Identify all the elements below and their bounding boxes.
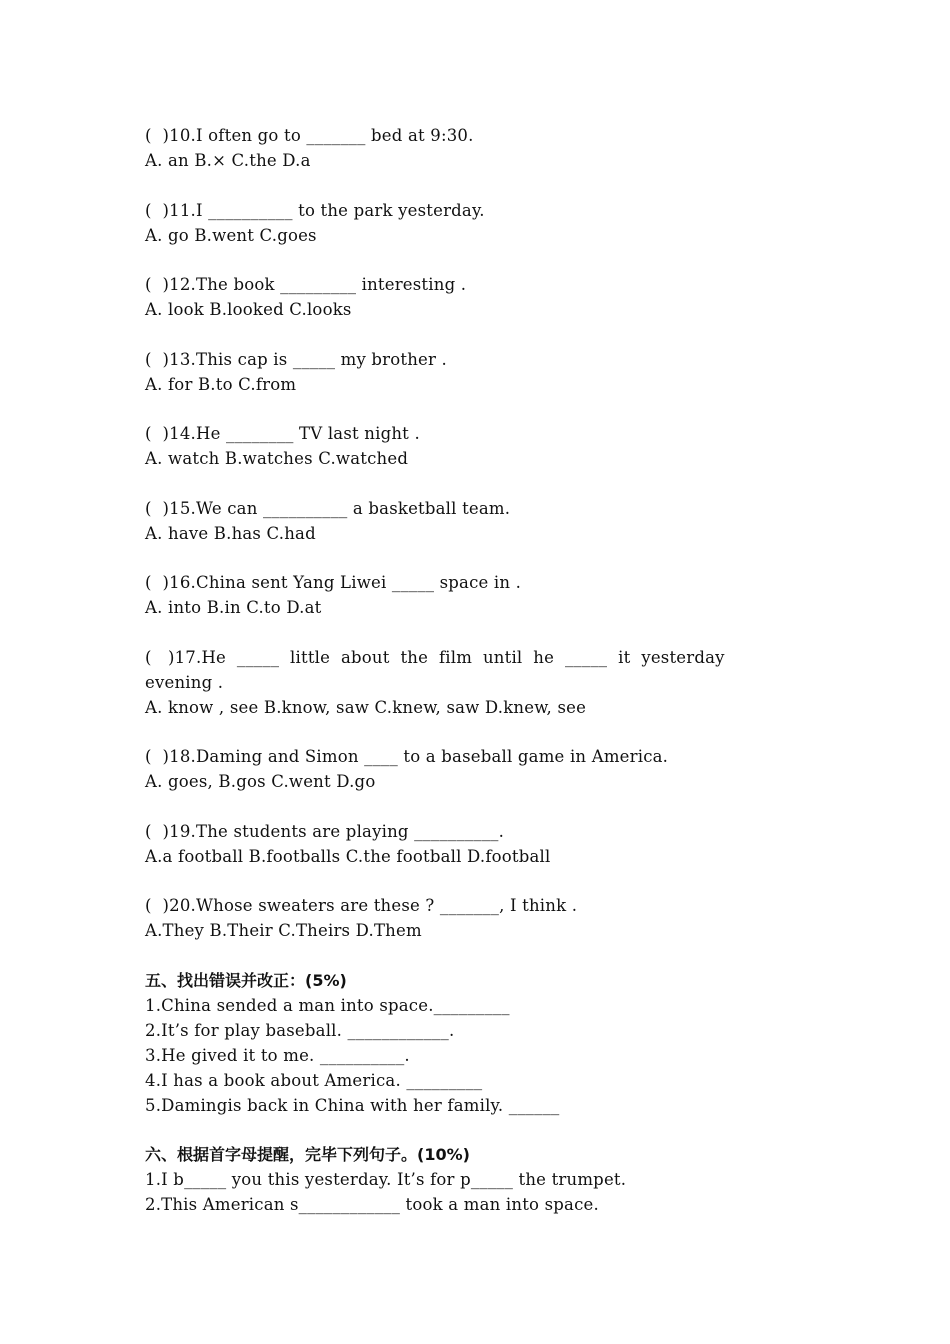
section-error-correction: [145, 968, 810, 1118]
question-options: A. for B.to C.from: [145, 374, 297, 394]
question-options: A. go B.went C.goes: [145, 225, 317, 245]
section-heading: 五、找出错误并改正：(5%): [145, 970, 347, 990]
exercise-line: 2.This American s____________ took a man into space.: [145, 1195, 599, 1214]
question-options: A. into B.in C.to D.at: [145, 598, 322, 617]
question-stem: ( )20.Whose sweaters are these ? _______, I think .: [145, 896, 578, 915]
question-stem-line2: evening .: [145, 672, 224, 692]
question-stem: ( )19.The students are playing __________.: [145, 821, 505, 841]
question-options: A. goes, B.gos C.went D.go: [145, 772, 376, 791]
question-options: A. watch B.watches C.watched: [145, 449, 409, 468]
question-options: A.a football B.footballs C.the football D.football: [145, 846, 551, 866]
question-stem: ( )15.We can __________ a basketball team.: [145, 498, 511, 518]
exercise-line: 5.Damingis back in China with her family. ______: [145, 1095, 560, 1115]
question-options: A. an B.× C.the D.a: [145, 151, 311, 170]
worksheet-page: [145, 123, 810, 1217]
question-20: [145, 893, 810, 943]
question-14: [145, 421, 810, 471]
question-options: A. look B.looked C.looks: [145, 300, 352, 319]
question-stem-line1: ( )17.He _____ little about the film until he _____ it yesterday: [145, 647, 725, 667]
question-stem: ( )18.Daming and Simon ____ to a baseball game in America.: [145, 747, 669, 766]
exercise-line: 2.It’s for play baseball. ____________.: [145, 1020, 455, 1040]
section-heading: 六、根据首字母提醒，完毕下列句子。(10%): [145, 1145, 470, 1164]
question-options: A.They B.Their C.Theirs D.Them: [145, 921, 422, 940]
question-options: A. have B.has C.had: [145, 523, 316, 543]
question-11: [145, 198, 810, 248]
section-initial-letter: [145, 1142, 810, 1217]
question-stem: ( )12.The book _________ interesting .: [145, 275, 467, 294]
question-options: A. know , see B.know, saw C.knew, saw D.knew, see: [145, 697, 587, 717]
exercise-line: 3.He gived it to me. __________.: [145, 1045, 410, 1065]
question-19: [145, 819, 810, 869]
question-15: [145, 496, 810, 546]
question-18: [145, 744, 810, 794]
question-16: [145, 570, 810, 620]
question-17: [145, 645, 810, 720]
question-stem: ( )11.I __________ to the park yesterday.: [145, 200, 485, 220]
question-stem: ( )14.He ________ TV last night .: [145, 424, 420, 443]
question-12: [145, 272, 810, 322]
question-stem: ( )13.This cap is _____ my brother .: [145, 349, 447, 369]
question-10: [145, 123, 810, 173]
exercise-line: 1.China sended a man into space._________: [145, 995, 510, 1015]
question-13: [145, 347, 810, 397]
question-stem: ( )10.I often go to _______ bed at 9:30.: [145, 126, 474, 145]
exercise-line: 4.I has a book about America. _________: [145, 1070, 483, 1090]
exercise-line: 1.I b_____ you this yesterday. It’s for p_____ the trumpet.: [145, 1170, 627, 1189]
question-stem: ( )16.China sent Yang Liwei _____ space in .: [145, 573, 522, 592]
